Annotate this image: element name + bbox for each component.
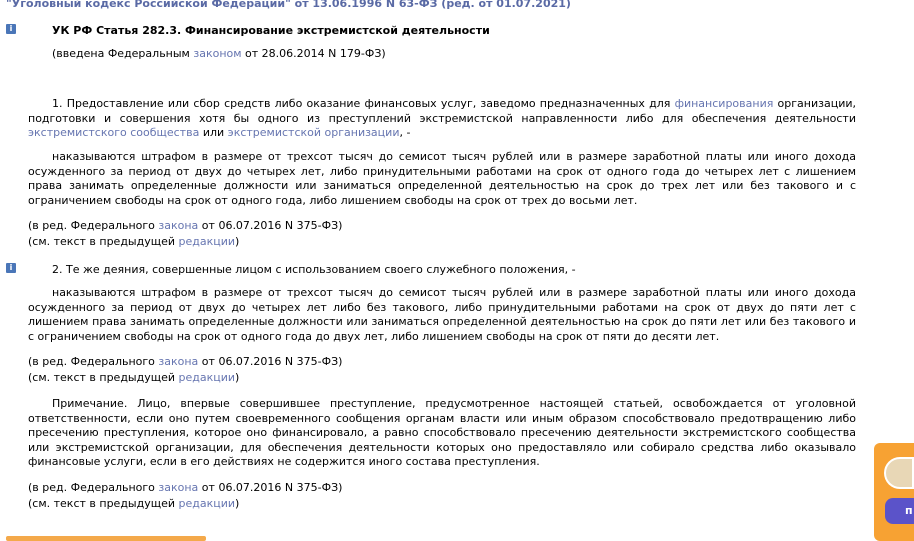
p1-text-a: 1. Предоставление или сбор средств либо оказание финансовых услуг, заведомо предназначенных для [52,97,675,110]
bottom-bar[interactable] [6,536,206,541]
prev-note-2 [28,371,239,385]
prev-text-b: ) [235,497,240,510]
consultant-avatar[interactable] [884,457,914,489]
paragraph-1 [28,97,856,141]
edit-text-a: (в ред. Федерального [28,481,159,494]
p1-text-d: , - [399,126,411,140]
paragraph-2: 2. Те же деяния, совершенные лицом с использованием своего служебного положения, - [52,263,576,276]
edition-link[interactable]: редакции [178,497,236,510]
edit-note-2 [28,355,342,369]
prev-note-3 [28,497,239,511]
info-icon[interactable]: i [6,263,16,273]
article-title: УК РФ Статья 282.3. Финансирование экстремистской деятельности [52,24,490,37]
financing-link[interactable]: финансирования [674,97,774,110]
law-link[interactable]: закона [158,481,199,494]
article-note: Примечание. Лицо, впервые совершившее преступление, предусмотренное настоящей статьей, освобождается от уголовной ответственности, если оно путем своевременного сообщения органам власти или иным образом способствовало предотвращению либо пресечению преступления, которое оно финансировало, а равно способствовало пресечению деятельности экстремистского сообщества или экстремистской организации, для обеспечения деятельности которых оно предоставляло или собирало средства либо оказывало финансовые услуги, если в его действиях не содержится иного состава преступления. [28,397,856,469]
p1-text-b: организации, подготовки и совершения хотя бы одного из преступлений экстремистской направленности либо для обеспечения деятельности [28,97,856,125]
extremist-organization-link[interactable]: экстремистской организации [227,126,400,140]
law-link[interactable]: законом [193,47,242,60]
edition-link[interactable]: редакции [178,371,236,384]
extremist-community-link[interactable]: экстремистского сообщества [28,126,200,140]
edit-text-b: от 06.07.2016 N 375-ФЗ) [198,355,343,368]
law-link[interactable]: закона [158,219,199,232]
edition-link[interactable]: редакции [178,235,236,248]
edit-text-a: (в ред. Федерального [28,355,159,368]
intro-text-b: от 28.06.2014 N 179-ФЗ) [241,47,386,60]
prev-text-a: (см. текст в предыдущей [28,235,179,248]
edit-note-3 [28,481,342,495]
edit-text-a: (в ред. Федерального [28,219,159,232]
paragraph-1-penalty: наказываются штрафом в размере от трехсот тысяч до семисот тысяч рублей или в размере заработной платы или иного дохода осужденного за период от двух до четырех лет, либо принудительными работами на срок от одного года до четырех лет с лишением права занимать определенные должности или заниматься определенной деятельностью на срок до трех лет или без такового и с ограничением свободы на срок от одного года, либо лишением свободы на срок от трех до восьми лет. [28,150,856,207]
prev-text-b: ) [235,235,240,248]
prev-note-1 [28,235,239,249]
edit-text-b: от 06.07.2016 N 375-ФЗ) [198,481,343,494]
edit-text-b: от 06.07.2016 N 375-ФЗ) [198,219,343,232]
intro-text-a: (введена Федеральным [52,47,194,60]
p1-text-c: или [199,126,228,140]
paragraph-2-penalty: наказываются штрафом в размере от трехсот тысяч до семисот тысяч рублей или в размере заработной платы или иного дохода осужденного за период от двух до четырех лет либо без такового, либо принудительными работами на срок от двух до пяти лет с лишением права занимать определенные должности или заниматься определенной деятельностью на срок до пяти лет или без такового и с ограничением свободы на срок от одного года до двух лет, либо лишением свободы на срок от пяти до десяти лет. [28,286,856,343]
info-icon[interactable]: i [6,24,16,34]
prev-text-b: ) [235,371,240,384]
prev-text-a: (см. текст в предыдущей [28,497,179,510]
document-header[interactable]: "Уголовный кодекс Российской Федерации" от 13.06.1996 N 63-ФЗ (ред. от 01.07.2021) [6,0,571,10]
law-link[interactable]: закона [158,355,199,368]
edit-note-1 [28,219,342,233]
prev-text-a: (см. текст в предыдущей [28,371,179,384]
consultant-button[interactable]: п [885,498,914,524]
intro-note [52,47,386,61]
